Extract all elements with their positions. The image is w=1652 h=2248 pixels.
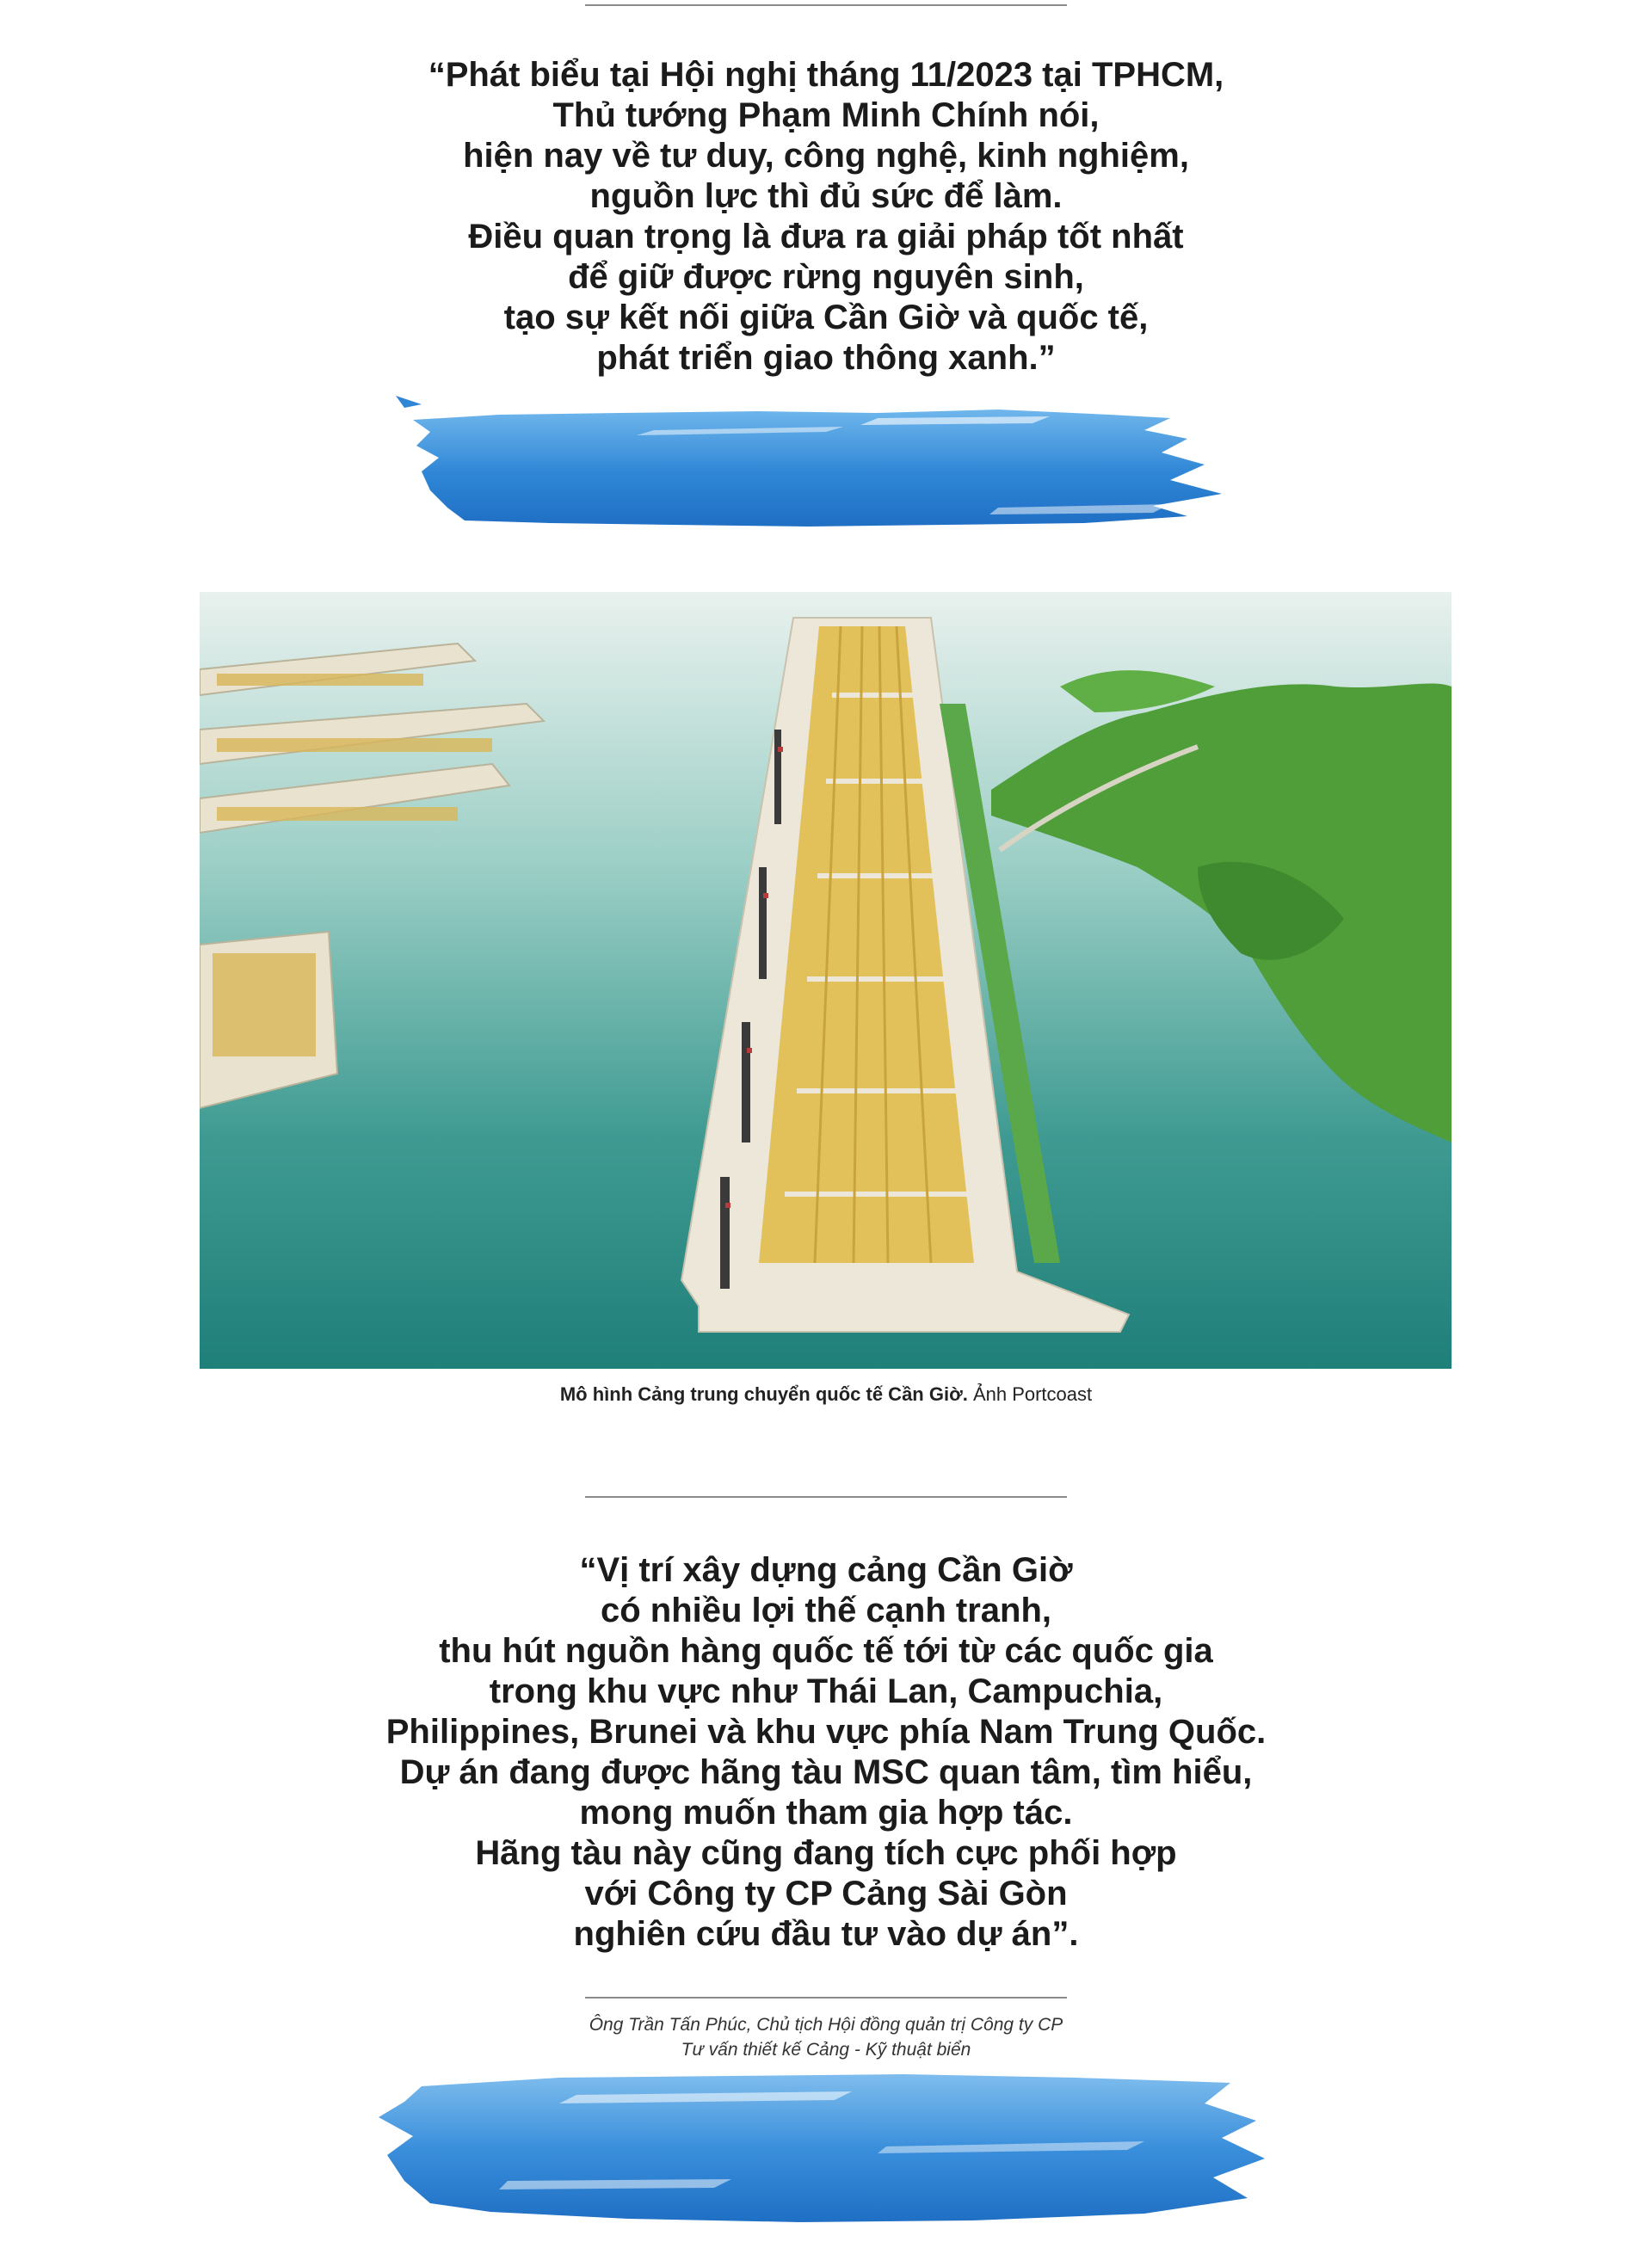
caption-title: Mô hình Cảng trung chuyển quốc tế Cần Giờ. bbox=[559, 1383, 968, 1405]
port-model-photo bbox=[200, 592, 1452, 1369]
photo-caption bbox=[310, 1383, 1342, 1407]
pull-quote-1: “Phát biểu tại Hội nghị tháng 11/2023 tại TPHCM, Thủ tướng Phạm Minh Chính nói, hiện nay về tư duy, công nghệ, kinh nghiệm, nguồn lực thì đủ sức để làm. Điều quan trọng là đưa ra giải pháp tốt nhất để giữ được rừng nguyên sinh, tạo sự kết nối giữa Cần Giờ và quốc tế, phát triển giao thông xanh.” bbox=[428, 56, 1224, 377]
pull-quote-2: “Vị trí xây dựng cảng Cần Giờ có nhiều lợi thế cạnh tranh, thu hút nguồn hàng quốc tế tới từ các quốc gia trong khu vực như Thái Lan, Campuchia, Philippines, Brunei và khu vực phía Nam Trung Quốc. Dự án đang được hãng tàu MSC quan tâm, tìm hiểu, mong muốn tham gia hợp tác. Hãng tàu này cũng đang tích cực phối hợp với Công ty CP Cảng Sài Gòn nghiên cứu đầu tư vào dự án”. bbox=[385, 1551, 1267, 1953]
brush-stroke-1 bbox=[396, 379, 1256, 542]
caption-credit: Ảnh Portcoast bbox=[967, 1383, 1093, 1405]
brush-stroke-2 bbox=[370, 2052, 1282, 2248]
top-divider bbox=[585, 4, 1067, 6]
middle-divider bbox=[585, 1496, 1067, 1498]
bottom-divider bbox=[585, 1997, 1067, 1999]
quote-attribution: Ông Trần Tấn Phúc, Chủ tịch Hội đồng quản trị Công ty CP Tư vấn thiết kế Cảng - Kỹ thuật biển bbox=[589, 2015, 1063, 2060]
